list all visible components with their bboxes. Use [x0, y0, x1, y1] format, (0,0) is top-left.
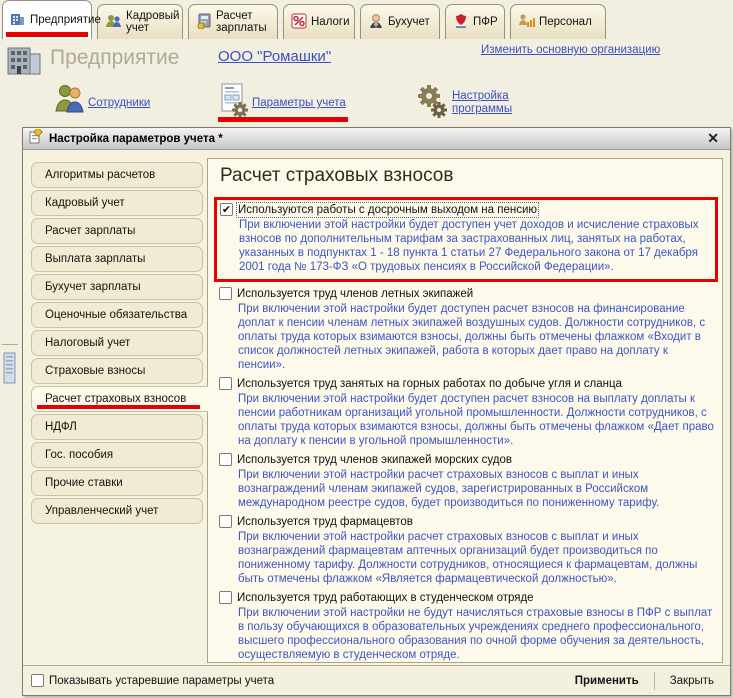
setting-early-retirement — [214, 197, 718, 282]
sidebar-item-label: Бухучет зарплаты — [45, 281, 141, 293]
checkbox-label[interactable]: Используются работы с досрочным выходом на пенсию — [238, 203, 538, 216]
sidebar-item-payroll-accounting[interactable] — [31, 274, 203, 300]
early-retirement-checkbox[interactable]: ✔ — [221, 204, 232, 216]
sidebar-item-ndfl[interactable] — [31, 414, 203, 440]
sidebar-item-label: Оценочные обязательства — [45, 309, 188, 321]
change-organization-link[interactable]: Изменить основную организацию — [481, 44, 661, 56]
person-chart-icon — [518, 13, 535, 32]
settings-panel — [207, 158, 723, 663]
side-panel-divider — [2, 344, 18, 345]
sidebar-item-estimated-liabilities[interactable] — [31, 302, 203, 328]
setting-pharmacists — [219, 515, 714, 586]
sidebar-item-hr[interactable] — [31, 190, 203, 216]
tab-label: Предприятие — [30, 14, 101, 26]
sidebar-item-label: Налоговый учет — [45, 337, 131, 349]
tab-label: Кадровый учет — [126, 10, 180, 34]
tab-taxes[interactable] — [283, 4, 355, 39]
sidebar-item-label: Расчет зарплаты — [45, 225, 136, 237]
dialog-footer — [23, 665, 730, 695]
sidebar-item-insurance-contributions[interactable] — [31, 358, 203, 384]
program-settings-link[interactable]: Настройка программы — [452, 90, 513, 115]
employees-link[interactable]: Сотрудники — [88, 97, 151, 109]
tab-personnel[interactable] — [510, 4, 606, 39]
dialog-sidebar — [31, 162, 208, 524]
sidebar-item-payroll-payout[interactable] — [31, 246, 203, 272]
sidebar-item-label: Прочие ставки — [45, 477, 123, 489]
sidebar-item-label: Гос. пособия — [45, 449, 114, 461]
apply-button[interactable]: Применить — [574, 674, 639, 687]
setting-description: При включении этой настройки будет доступен расчет взносов на финансирование доплат к пенсии членам летных экипажей воздушных судов. Должности сотрудников, с оплаты труда которых взимаются взносы, должны быть отмечены флажком «Входит в список должностей летных экипажей, работа в которых дает право на доплату к пенсии». — [238, 303, 706, 371]
checkbox-label[interactable]: Используется труд членов экипажей морских судов — [237, 453, 512, 466]
sidebar-item-label: НДФЛ — [45, 421, 77, 433]
accountant-icon — [368, 13, 384, 32]
collapsed-panel-icon[interactable] — [3, 352, 17, 391]
setting-description: При включении этой настройки расчет страховых взносов с выплат и иных вознаграждений фармацевтам аптечных организаций будет производиться по пониженному тарифу. Должности сотрудников, относящиеся к фармацевтам, должны быть отмечены флажком «Является фармацевтической должностью». — [238, 531, 698, 585]
sidebar-item-label: Кадровый учет — [45, 197, 125, 209]
sidebar-item-label: Управленческий учет — [45, 505, 159, 517]
tab-label: Расчет зарплаты — [216, 10, 267, 34]
pharmacists-checkbox[interactable] — [219, 515, 232, 528]
setting-description: При включении этой настройки будет доступен расчет взносов на выплату доплаты к пенсии работникам организаций угольной промышленности. Должности сотрудников, с оплаты труда которых взимаются взносы, должны быть отмечены флажком «Дает право на доплату к пенсии в угольной промышленности». — [238, 393, 714, 447]
sidebar-item-algorithms[interactable] — [31, 162, 203, 188]
sea-crews-checkbox[interactable] — [219, 453, 232, 466]
tab-pfr[interactable] — [445, 4, 505, 39]
sidebar-item-label: Расчет страховых взносов — [45, 393, 187, 405]
checkbox-label[interactable]: Используется труд фармацевтов — [237, 515, 413, 528]
annotation-tab-underline — [6, 32, 88, 37]
employees-icon — [55, 83, 85, 120]
annotation-params-underline — [218, 117, 348, 122]
dialog-title: Настройка параметров учета * — [49, 132, 223, 145]
panel-title: Расчет страховых взносов — [220, 165, 454, 186]
setting-sea-crews — [219, 453, 714, 510]
setting-flight-crews — [219, 287, 714, 372]
dialog-icon — [29, 129, 43, 149]
checkbox-label[interactable]: Используется труд членов летных экипажей — [237, 287, 474, 300]
sidebar-item-label: Выплата зарплаты — [45, 253, 146, 265]
setting-description: При включении этой настройки будет доступен учет доходов и исчисление страховых взносов по дополнительным тарифам за застрахованных лиц, занятых на работах, указанных в подпунктах 1 - 18 пункта 1 статьи 27 Федерального закона от 17 декабря 2001 года № 173-ФЗ «О трудовых пенсиях в Российской Федерации». — [239, 219, 699, 273]
tab-label: Бухучет — [388, 16, 430, 28]
organization-link[interactable]: ООО "Ромашки" — [218, 48, 332, 65]
settings-dialog — [22, 127, 731, 696]
dialog-titlebar[interactable] — [23, 128, 730, 150]
percent-icon — [291, 13, 307, 32]
people-icon — [105, 13, 122, 32]
checkbox-label[interactable]: Используется труд занятых на горных работах по добыче угля и сланца — [237, 377, 622, 390]
flight-crews-checkbox[interactable] — [219, 287, 232, 300]
show-obsolete-checkbox[interactable] — [31, 674, 44, 687]
annotation-sidebar-underline — [37, 405, 200, 409]
setting-student-squad — [219, 591, 714, 662]
tab-accounting[interactable] — [360, 4, 440, 39]
calculator-icon — [196, 13, 212, 32]
tab-hr[interactable] — [97, 4, 183, 39]
tab-payroll[interactable] — [188, 4, 278, 39]
tab-label: ПФР — [473, 16, 498, 28]
sidebar-item-other-rates[interactable] — [31, 470, 203, 496]
tab-enterprise[interactable] — [2, 0, 101, 39]
accounting-params-link[interactable]: Параметры учета — [252, 97, 346, 109]
setting-description: При включении этой настройки расчет страховых взносов с выплат и иных вознаграждений членам экипажей судов, зарегистрированных в Российском международном реестре судов, будет производиться по пониженному тарифу. — [238, 469, 660, 509]
show-obsolete-label[interactable]: Показывать устаревшие параметры учета — [49, 674, 275, 687]
setting-description: При включении этой настройки не будут начисляться страховые взносы в ПФР с выплат в пользу обучающихся в образовательных учреждениях среднего профессионального, высшего профессионального образования по очной форме обучения за деятельность, осуществляемую в студенческом отряде. — [238, 607, 713, 661]
coal-mining-checkbox[interactable] — [219, 377, 232, 390]
sidebar-item-insurance-calc[interactable] — [31, 386, 208, 412]
setting-coal-mining — [219, 377, 714, 448]
close-icon[interactable]: ✕ — [707, 130, 719, 146]
button-divider — [654, 672, 655, 690]
program-settings-icon — [416, 83, 450, 124]
sidebar-item-state-benefits[interactable] — [31, 442, 203, 468]
pfr-emblem-icon — [453, 13, 469, 32]
student-squad-checkbox[interactable] — [219, 591, 232, 604]
checkbox-label[interactable]: Используется труд работающих в студенческом отряде — [237, 591, 534, 604]
tab-label: Налоги — [311, 16, 350, 28]
close-button[interactable]: Закрыть — [669, 674, 714, 687]
sidebar-item-management-accounting[interactable] — [31, 498, 203, 524]
sidebar-item-label: Алгоритмы расчетов — [45, 169, 156, 181]
building-icon — [10, 11, 26, 30]
enterprise-section-icon — [6, 44, 44, 81]
sidebar-item-tax-accounting[interactable] — [31, 330, 203, 356]
page-title: Предприятие — [50, 46, 180, 69]
app-tab-bar — [0, 0, 606, 39]
sidebar-item-payroll-calc[interactable] — [31, 218, 203, 244]
tab-label: Персонал — [539, 16, 592, 28]
sidebar-item-label: Страховые взносы — [45, 365, 146, 377]
